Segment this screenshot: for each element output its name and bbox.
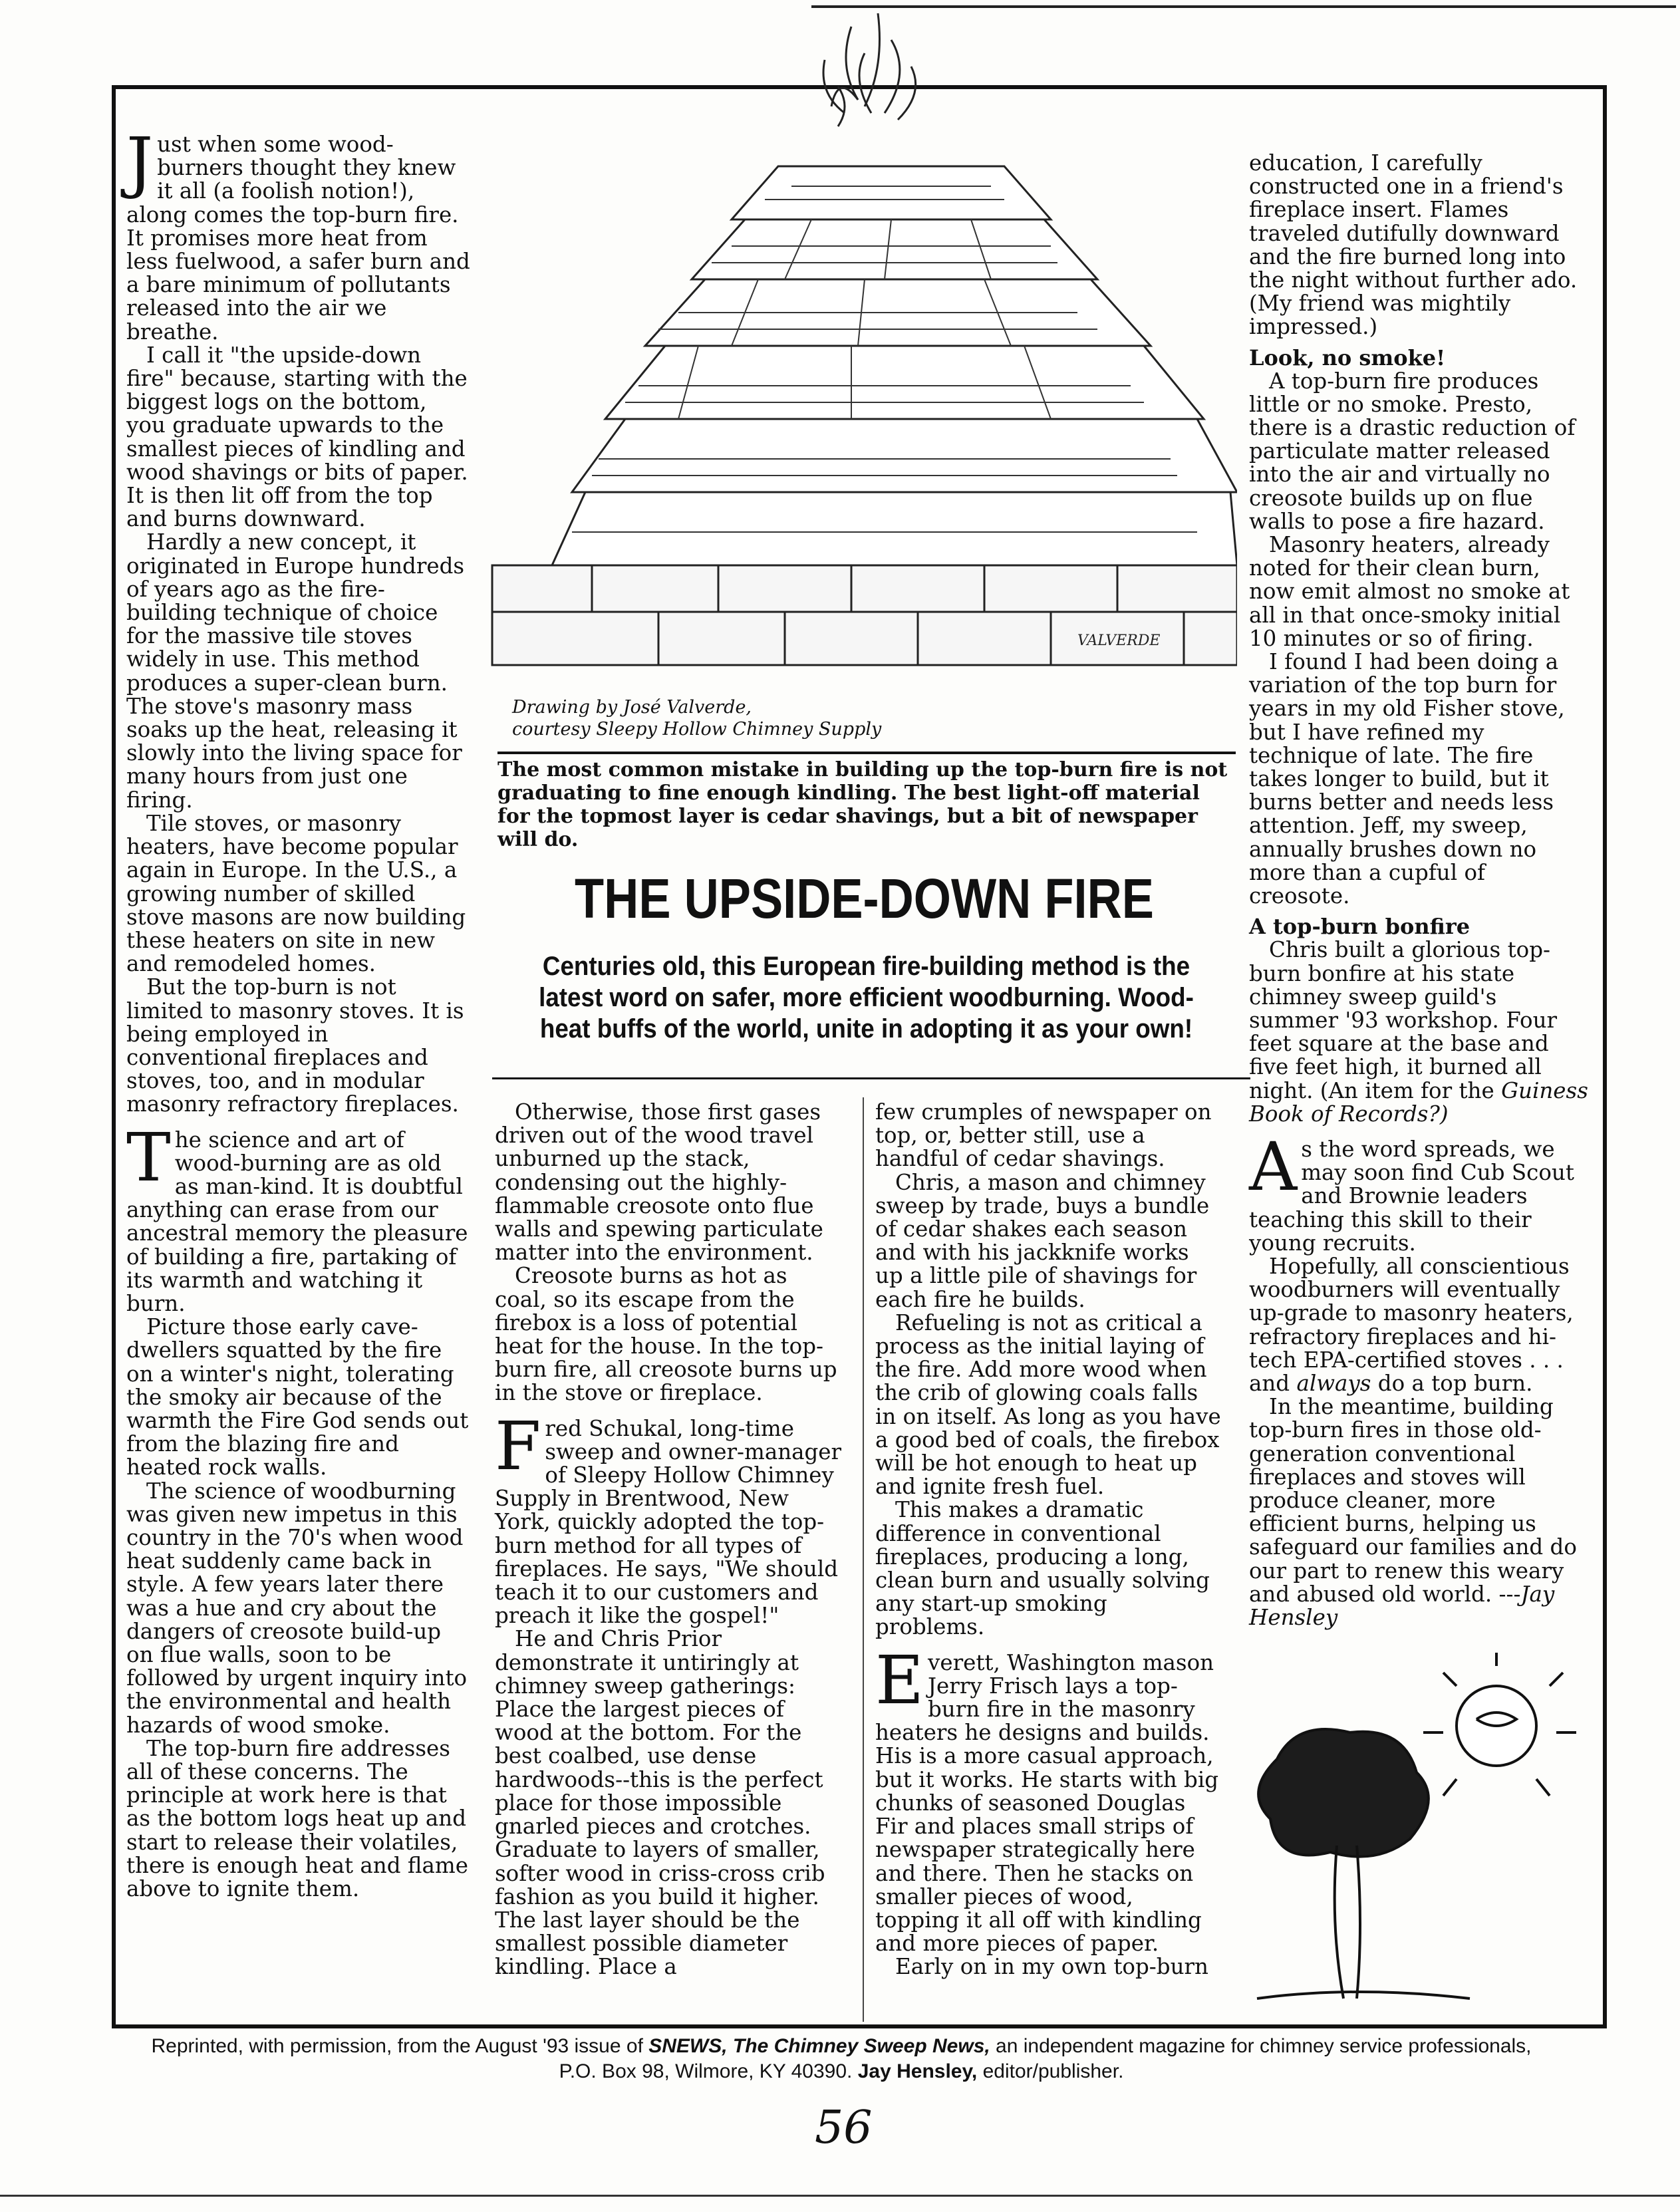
column-4 <box>1249 152 1588 1629</box>
subhead-bonfire: A top-burn bonfire <box>1249 914 1470 940</box>
paragraph: The top-burn fire addresses all of these concerns. The principle at work here is that as the bottom logs heat up and start to release their volatiles, there is enough heat and flame above to ignite them. <box>126 1735 468 1902</box>
paragraph: A top-burn fire produces little or no smoke. Presto, there is a drastic reduction of particulate matter released into the air and virtually no creosote builds up on flue walls to pose a fire hazard. <box>1249 368 1576 534</box>
tree-canopy <box>1258 1729 1429 1857</box>
drop-cap: A <box>1249 1127 1298 1206</box>
author-signature: Jay Hensley <box>1249 1581 1555 1630</box>
editor-name: Jay Hensley, <box>857 2060 978 2082</box>
credit-line-1: Drawing by José Valverde, <box>512 697 752 718</box>
paragraph: Tile stoves, or masonry heaters, have become popular again in Europe. In the U.S., a growing number of skilled stove masons are now building these heaters on site in new and remodeled homes. <box>126 810 466 977</box>
paragraph-text: verett, Washington mason Jerry Frisch lays a top-burn fire in the masonry heaters he designs and builds. His is a more casual approach, but it works. He starts with big chunks of seasoned Douglas Fir and places small strips of newspaper strategically here and there. Then he stacks on smaller pieces of wood, topping it all off with kindling and more pieces of paper. <box>875 1649 1219 1957</box>
paragraph: Creosote burns as hot as coal, so its escape from the firebox is a loss of potential heat for the house. In the top-burn fire, all creosote burns up in the stove or fireplace. <box>495 1263 837 1406</box>
illustration-caption: The most common mistake in building up the top-burn fire is not graduating to fine enough kindling. The best light-off material for the topmost layer is cedar shavings, but a bit of newspaper will do. <box>497 752 1236 851</box>
paragraph-text: Chris built a glorious top-burn bonfire at his state chimney sweep guild's summer '93 workshop. Four feet square at the base and five feet high, it burned all night. (An item for the <box>1249 937 1558 1103</box>
paragraph: few crumples of newspaper on top, or, better still, use a handful of cedar shavings. <box>875 1099 1212 1172</box>
reprint-text: an independent magazine for chimney service professionals, P.O. Box 98, Wilmore, KY 40390. <box>559 2035 1532 2082</box>
paragraph-text: red Schukal, long-time sweep and owner-manager of Sleepy Hollow Chimney Supply in Brentwood, New York, quickly adopted the top-burn method for all types of fireplaces. He says, "We should teach it to our customers and preach it like the gospel!" <box>495 1415 842 1629</box>
drop-cap: T <box>126 1118 171 1196</box>
paragraph: The science of woodburning was given new impetus in this country in the 70's when wood heat suddenly came back in style. A few years later there was a hue and cry about the dangers of creosote build-up on flue walls, soon to be followed by urgent inquiry into the environmental and health hazards of wood smoke. <box>126 1478 468 1738</box>
paragraph: Refueling is not as critical a process as the initial laying of the fire. Add more wood when the crib of glowing coals falls in on itself. As long as you have a good bed of coals, the firebox will be hot enough to heat up and ignite fresh fuel. <box>875 1310 1221 1500</box>
paragraph: Picture those early cave-dwellers squatted by the fire on a winter's night, tolerating the smoky air because of the warmth the Fire God sends out from the blazing fire and heated rock walls. <box>126 1314 469 1480</box>
paragraph: But the top-burn is not limited to masonry stoves. It is being employed in conventional fireplaces and stoves, too, and in modular masonry refractory fireplaces. <box>126 974 464 1117</box>
reprint-notice <box>133 2034 1550 2084</box>
paragraph: Otherwise, those first gases driven out of the wood travel unburned up the stack, condensing out the highly-flammable creosote onto flue walls and spewing particulate matter into the environment. <box>495 1099 823 1266</box>
column-divider <box>863 1097 864 2022</box>
bottom-rule <box>0 2195 1680 2197</box>
column-2 <box>495 1101 843 1979</box>
paragraph: Chris, a mason and chimney sweep by trade, buys a bundle of cedar shakes each season and with his jackknife works up a little pile of shavings for each fire he builds. <box>875 1169 1210 1312</box>
book-title: Guiness Book of Records?) <box>1249 1077 1588 1127</box>
paragraph <box>1249 1127 1588 1256</box>
paragraph: He and Chris Prior demonstrate it untiringly at chimney sweep gatherings: Place the largest pieces of wood at the bottom. For the best coalbed, use dense hardwoods--this is the perfect place for those impossible gnarled pieces and crotches. Graduate to layers of smaller, softer wood in criss-cross crib fashion as you build it higher. The last layer should be the smallest possible diameter kindling. Place a <box>495 1626 825 1980</box>
headline-title: THE UPSIDE-DOWN FIRE <box>575 867 1154 930</box>
column-1 <box>126 123 472 1902</box>
paragraph <box>1249 938 1588 1126</box>
paragraph: I found I had been doing a variation of the top burn for years in my old Fisher stove, but I have refined my technique of late. The fire takes longer to build, but it burns better and needs less attention. Jeff, my sweep, annually brushes down no more than a cupful of creosote. <box>1249 649 1565 909</box>
tree-trunk <box>1335 1846 1360 1999</box>
drop-cap: F <box>495 1407 541 1485</box>
paragraph-text: do a top burn. <box>1371 1370 1533 1396</box>
publication-name: SNEWS, The Chimney Sweep News, <box>648 2035 990 2057</box>
paragraph: I call it "the upside-down fire" because, starting with the biggest logs on the bottom, you graduate upwards to the smallest pieces of kindling and wood shavings or bits of paper. It is then lit off from the top and burns downward. <box>126 342 468 532</box>
paragraph-text: ust when some wood-burners thought they knew it all (a foolish notion!), along comes the top-burn fire. It promises more heat from less fuelwood, a safer burn and a bare minimum of pollutants released into the air we breathe. <box>126 132 470 345</box>
emphasis: always <box>1296 1370 1371 1396</box>
paragraph-text: he science and art of wood-burning are as old as man-kind. It is doubtful anything can erase from our ancestral memory the pleasure of building a fire, partaking of its warmth and watching it burn. <box>126 1127 468 1316</box>
paragraph: Hardly a new concept, it originated in Europe hundreds of years ago as the fire-building technique of choice for the massive tile stoves widely in use. This method produces a super-clean burn. The stove's masonry mass soaks up the heat, releasing it slowly into the living space for many hours from just one firing. <box>126 529 465 813</box>
subhead-no-smoke: Look, no smoke! <box>1249 345 1446 370</box>
paragraph <box>1249 1395 1588 1629</box>
drop-cap: J <box>126 123 154 201</box>
credit-line-2: courtesy Sleepy Hollow Chimney Supply <box>512 719 882 740</box>
artist-signature: VALVERDE <box>1077 632 1161 649</box>
column-3 <box>875 1101 1221 1979</box>
paragraph <box>1249 1255 1588 1395</box>
illustration-credit <box>512 696 881 740</box>
paragraph <box>875 1641 1221 1957</box>
headline-rule <box>492 1077 1250 1079</box>
brick-hearth <box>492 565 1237 665</box>
tree-and-sun-cartoon <box>1217 1653 1629 2012</box>
reprint-text: editor/publisher. <box>977 2060 1124 2082</box>
paragraph: Early on in my own top-burn <box>895 1954 1208 1980</box>
fire-stack-illustration <box>479 0 1237 750</box>
paragraph <box>495 1407 843 1629</box>
page-number: 56 <box>815 2102 873 2154</box>
paragraph-text: In the meantime, building top-burn fires in those old-generation conventional fireplaces and stoves will produce cleaner, more efficient burns, helping us safeguard our families and do our part to renew this weary and abused old world. --- <box>1249 1394 1577 1607</box>
paragraph-text: s the word spreads, we may soon find Cub Scout and Brownie leaders teaching this skill to their young recruits. <box>1249 1136 1574 1256</box>
wood-layers <box>552 166 1237 565</box>
reprint-text: Reprinted, with permission, from the August '93 issue of <box>151 2035 649 2057</box>
paragraph: This makes a dramatic difference in conventional fireplaces, producing a long, clean burn and usually solving any start-up smoking problems. <box>875 1497 1210 1640</box>
drop-cap: E <box>875 1641 924 1719</box>
paragraph <box>126 123 472 345</box>
paragraph: Masonry heaters, already noted for their clean burn, now emit almost no smoke at all in that once-smoky initial 10 minutes or so of firing. <box>1249 532 1570 651</box>
paragraph <box>126 1118 472 1316</box>
flames-drawing <box>823 13 916 126</box>
headline-deck: Centuries old, this European fire-building method is the latest word on safer, more efficient woodburning. Wood-heat buffs of the world, unite in adopting it as your own! <box>539 952 1194 1043</box>
paragraph-text: Hopefully, all conscientious woodburners will eventually up-grade to masonry heaters, refractory fireplaces and hi-tech EPA-certified stoves . . . and <box>1249 1253 1574 1396</box>
paragraph: education, I carefully constructed one in a friend's fireplace insert. Flames traveled dutifully downward and the fire burned long into the night without further ado. (My friend was mightily impressed.) <box>1249 150 1578 340</box>
